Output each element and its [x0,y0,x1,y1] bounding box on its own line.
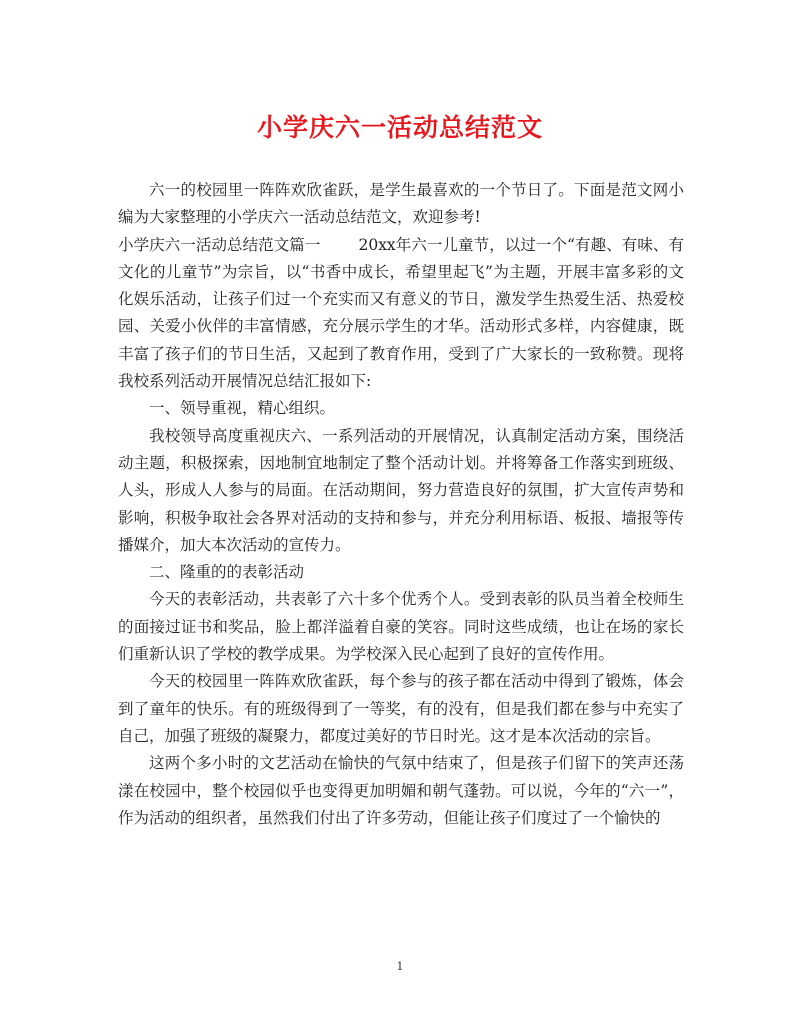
document-body [118,177,684,832]
article-opening: 20xx年六一儿童节，以过一个“有趣、有味、有文化的儿童节”为宗旨，以“书香中成长，希望里起飞”为主题，开展丰富多彩的文化娱乐活动，让孩子们过一个充实而又有意义的节日，激发学生热爱生活、热爱校园、关爱小伙伴的丰富情感，充分展示学生的才华。活动形式多样，内容健康，既丰富了孩子们的节日生活，又起到了教育作用，受到了广大家长的一致称赞。现将我校系列活动开展情况总结汇报如下: [118,235,684,391]
section-heading-2: 二、隆重的的表彰活动 [149,563,305,582]
page-number: 1 [396,960,404,973]
article-paragraph [118,232,684,396]
article-label: 小学庆六一活动总结范文篇一 [118,235,321,254]
paragraph-2: 今天的表彰活动，共表彰了六十多个优秀个人。受到表彰的队员当着全校师生的面接过证书和奖品，脸上都洋溢着自豪的笑容。同时这些成绩，也让在场的家长们重新认识了学校的教学成果。为学校深入民心起到了良好的宣传作用。 [118,590,684,664]
document-title: 小学庆六一活动总结范文 [256,113,543,142]
section-heading-1: 一、领导重视，精心组织。 [149,399,336,418]
paragraph-4: 这两个多小时的文艺活动在愉快的气氛中结束了，但是孩子们留下的笑声还荡漾在校园中，整个校园似乎也变得更加明媚和朝气蓬勃。可以说，今年的“六一”，作为活动的组织者，虽然我们付出了许多劳动，但能让孩子们度过了一个愉快的 [118,754,684,827]
paragraph-3: 今天的校园里一阵阵欢欣雀跃，每个参与的孩子都在活动中得到了锻炼，体会到了童年的快乐。有的班级得到了一等奖，有的没有，但是我们都在参与中充实了自己，加强了班级的凝聚力，都度过美好的节日时光。这才是本次活动的宗旨。 [118,672,684,745]
intro-paragraph: 六一的校园里一阵阵欢欣雀跃，是学生最喜欢的一个节日了。下面是范文网小编为大家整理的小学庆六一活动总结范文，欢迎参考! [118,181,684,227]
paragraph-1: 我校领导高度重视庆六、一系列活动的开展情况，认真制定活动方案，围绕活动主题，积极探索，因地制宜地制定了整个活动计划。并将筹备工作落实到班级、人头，形成人人参与的局面。在活动期间，努力营造良好的氛围，扩大宣传声势和影响，积极争取社会各界对活动的支持和参与，并充分利用标语、板报、墙报等传播媒介，加大本次活动的宣传力。 [118,426,684,554]
